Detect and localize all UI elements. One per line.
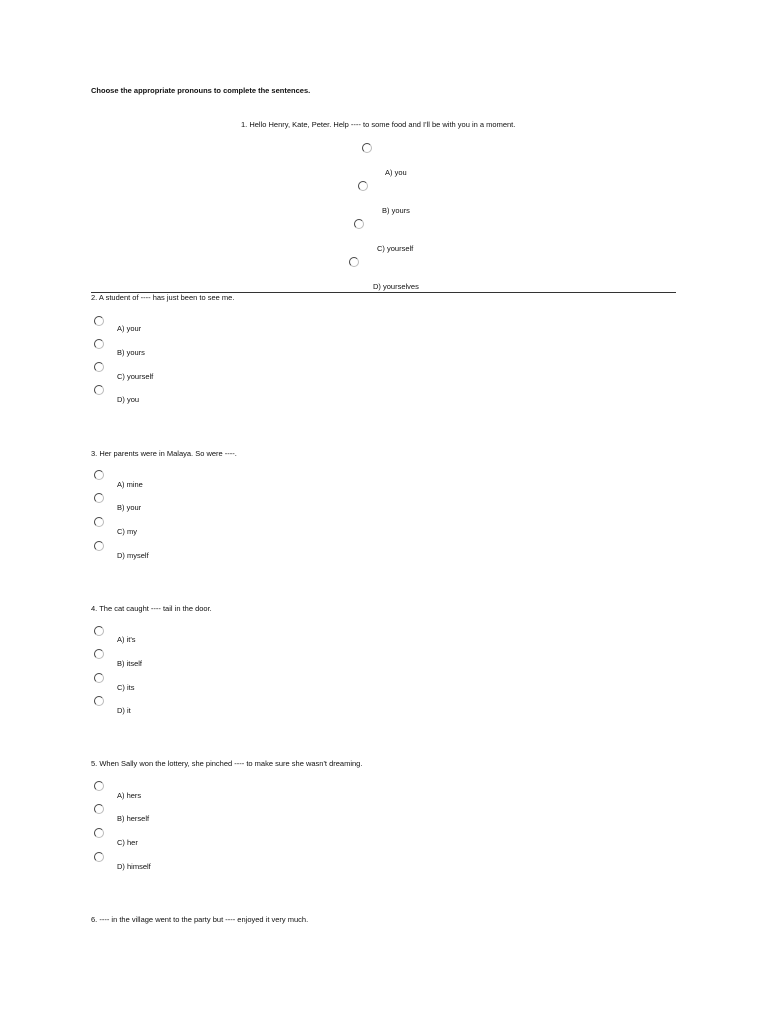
question-1-option-d-label: D) yourselves [373,282,419,291]
question-3-option-c-label: C) my [117,527,137,536]
question-4-option-a-radio[interactable] [94,626,104,636]
question-2-option-b-radio[interactable] [94,339,104,349]
question-1-text: 1. Hello Henry, Kate, Peter. Help ---- to some food and I'll be with you in a moment. [241,120,516,129]
question-2-option-c-label: C) yourself [117,372,154,381]
question-5-option-d-radio[interactable] [94,852,104,862]
question-2-text: 2. A student of ---- has just been to see me. [91,293,235,302]
question-5-option-c-label: C) her [117,838,138,847]
question-4-option-d-label: D) it [117,706,131,715]
question-1-option-a-radio[interactable] [362,143,372,153]
question-1-option-a-label: A) you [385,168,407,177]
question-5-option-c-radio[interactable] [94,828,104,838]
question-2-option-d-radio[interactable] [94,385,104,395]
question-3-option-a-radio[interactable] [94,470,104,480]
question-5-option-b-radio[interactable] [94,804,104,814]
question-3-option-c-radio[interactable] [94,517,104,527]
question-1-option-c-radio[interactable] [354,219,364,229]
question-3-option-d-radio[interactable] [94,541,104,551]
question-5-text: 5. When Sally won the lottery, she pinched ---- to make sure she wasn't dreaming. [91,759,363,768]
question-1-option-d-radio[interactable] [349,257,359,267]
question-3-option-b-label: B) your [117,503,142,512]
question-1-option-b-label: B) yours [382,206,410,215]
question-4-option-b-radio[interactable] [94,649,104,659]
question-5-option-d-label: D) himself [117,862,151,871]
question-3-text: 3. Her parents were in Malaya. So were ----. [91,449,237,458]
question-5-option-b-label: B) herself [117,814,150,823]
question-2-option-a-label: A) your [117,324,142,333]
question-4-option-a-label: A) it's [117,635,136,644]
question-2-option-b-label: B) yours [117,348,145,357]
question-4-option-c-label: C) its [117,683,135,692]
question-5-option-a-label: A) hers [117,791,142,800]
question-2-option-d-label: D) you [117,395,140,404]
question-5-option-a-radio[interactable] [94,781,104,791]
question-3-option-a-label: A) mine [117,480,143,489]
question-2-option-c-radio[interactable] [94,362,104,372]
question-6-text: 6. ---- in the village went to the party but ---- enjoyed it very much. [91,915,309,924]
question-4-option-c-radio[interactable] [94,673,104,683]
question-1-option-b-radio[interactable] [358,181,368,191]
question-1-option-c-label: C) yourself [377,244,414,253]
question-4-text: 4. The cat caught ---- tail in the door. [91,604,212,613]
question-4-option-b-label: B) itself [117,659,143,668]
question-3-option-d-label: D) myself [117,551,149,560]
question-4-option-d-radio[interactable] [94,696,104,706]
instructions-heading: Choose the appropriate pronouns to complete the sentences. [91,86,311,95]
question-2-option-a-radio[interactable] [94,316,104,326]
question-3-option-b-radio[interactable] [94,493,104,503]
